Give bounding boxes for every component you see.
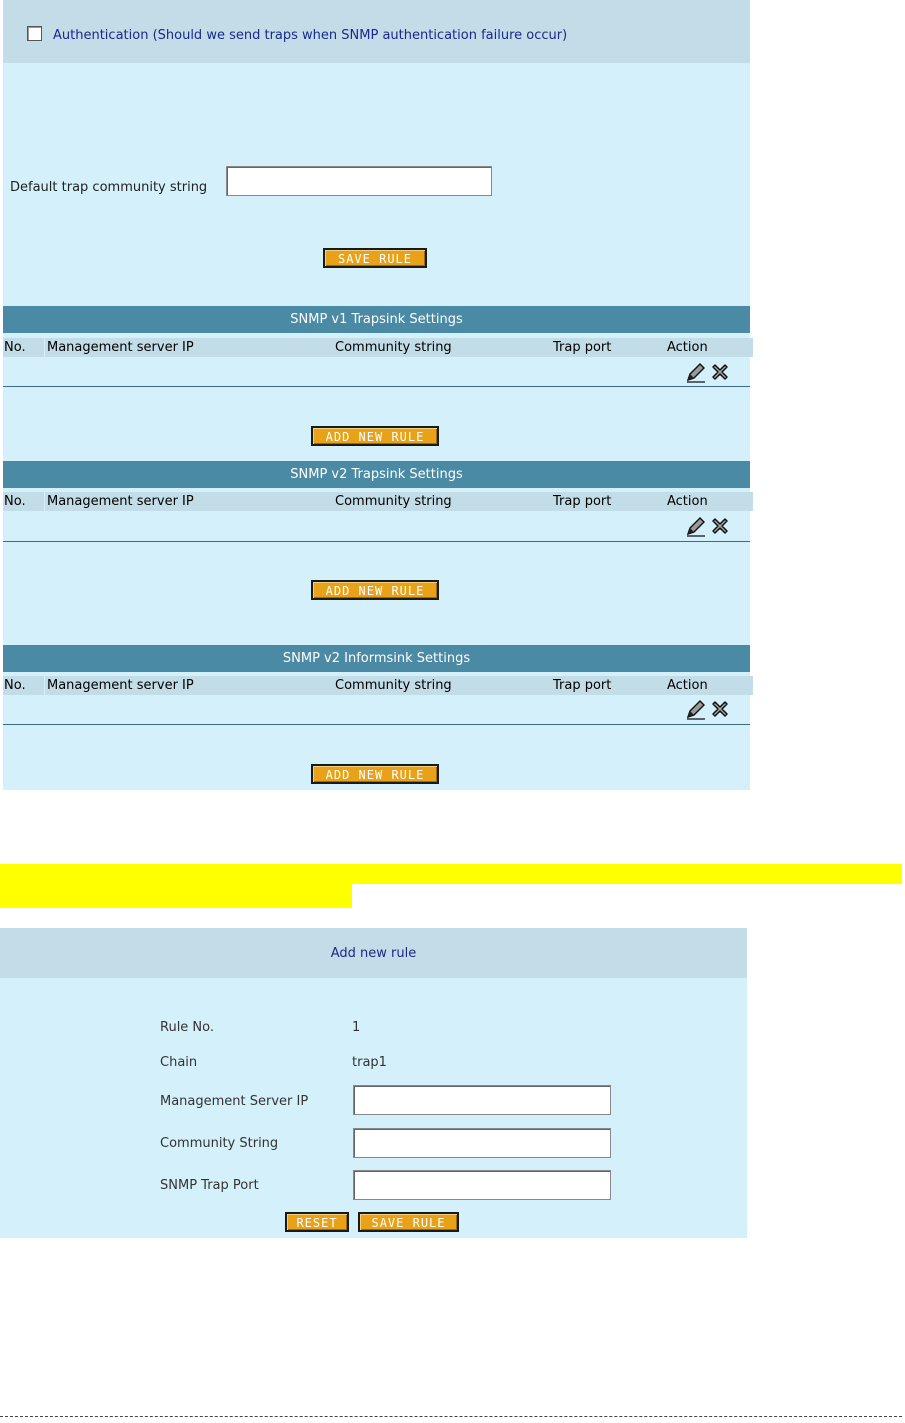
add-new-rule-button-v2[interactable]: ADD NEW RULE	[311, 580, 439, 600]
delete-x-icon[interactable]	[709, 698, 731, 720]
delete-x-icon[interactable]	[709, 515, 731, 537]
snmp-trap-port-label: SNMP Trap Port	[160, 1178, 259, 1193]
section-header-v2-trapsink: SNMP v2 Trapsink Settings	[3, 461, 750, 488]
row-divider-v1	[3, 386, 750, 387]
default-trap-community-label: Default trap community string	[10, 180, 208, 195]
auth-checkbox[interactable]	[27, 26, 42, 41]
col-management-ip: Management server IP	[45, 492, 333, 511]
community-string-label: Community String	[160, 1136, 279, 1151]
row-actions-v2	[685, 515, 733, 537]
col-management-ip: Management server IP	[45, 338, 333, 357]
pencil-icon[interactable]	[685, 515, 707, 537]
page-divider-dashed	[0, 1416, 902, 1417]
section-header-v1-trapsink: SNMP v1 Trapsink Settings	[3, 306, 750, 333]
reset-button[interactable]: RESET	[285, 1212, 349, 1232]
col-action: Action	[663, 492, 753, 511]
row-divider-v3	[3, 724, 750, 725]
col-trap-port: Trap port	[551, 676, 663, 695]
table-header-v3	[3, 676, 750, 695]
snmp-trap-port-input[interactable]	[353, 1170, 611, 1200]
col-trap-port: Trap port	[551, 492, 663, 511]
col-action: Action	[663, 338, 753, 357]
section-header-v2-informsink: SNMP v2 Informsink Settings	[3, 645, 750, 672]
save-rule-button[interactable]: SAVE RULE	[323, 248, 427, 268]
pencil-icon[interactable]	[685, 698, 707, 720]
community-string-input[interactable]	[353, 1128, 611, 1158]
col-no: No.	[3, 676, 44, 695]
col-no: No.	[3, 492, 44, 511]
col-action: Action	[663, 676, 753, 695]
col-community: Community string	[333, 492, 551, 511]
col-management-ip: Management server IP	[45, 676, 333, 695]
add-new-rule-button-v3[interactable]: ADD NEW RULE	[311, 764, 439, 784]
table-header-v1	[3, 338, 750, 357]
management-server-ip-label: Management Server IP	[160, 1094, 309, 1109]
snmp-trap-panel	[3, 0, 750, 790]
row-divider-v2	[3, 541, 750, 542]
table-header-v2	[3, 492, 750, 511]
pencil-icon[interactable]	[685, 361, 707, 383]
row-actions-v1	[685, 361, 733, 383]
management-server-ip-input[interactable]	[353, 1085, 611, 1115]
add-rule-panel	[0, 928, 747, 1238]
chain-value: trap1	[352, 1055, 387, 1070]
add-new-rule-button-v1[interactable]: ADD NEW RULE	[311, 426, 439, 446]
chain-label: Chain	[160, 1055, 198, 1070]
default-trap-community-input[interactable]	[226, 166, 492, 196]
col-community: Community string	[333, 676, 551, 695]
rule-no-label: Rule No.	[160, 1020, 215, 1035]
highlight-bar	[0, 864, 902, 884]
col-no: No.	[3, 338, 44, 357]
col-trap-port: Trap port	[551, 338, 663, 357]
auth-bar	[3, 0, 750, 63]
row-actions-v3	[685, 698, 733, 720]
save-rule-button-form[interactable]: SAVE RULE	[358, 1212, 459, 1232]
add-rule-title: Add new rule	[0, 928, 747, 978]
col-community: Community string	[333, 338, 551, 357]
delete-x-icon[interactable]	[709, 361, 731, 383]
rule-no-value: 1	[352, 1020, 361, 1035]
highlight-bar-short	[0, 884, 352, 908]
auth-label: Authentication (Should we send traps when SNMP authentication failure occur)	[53, 28, 568, 43]
